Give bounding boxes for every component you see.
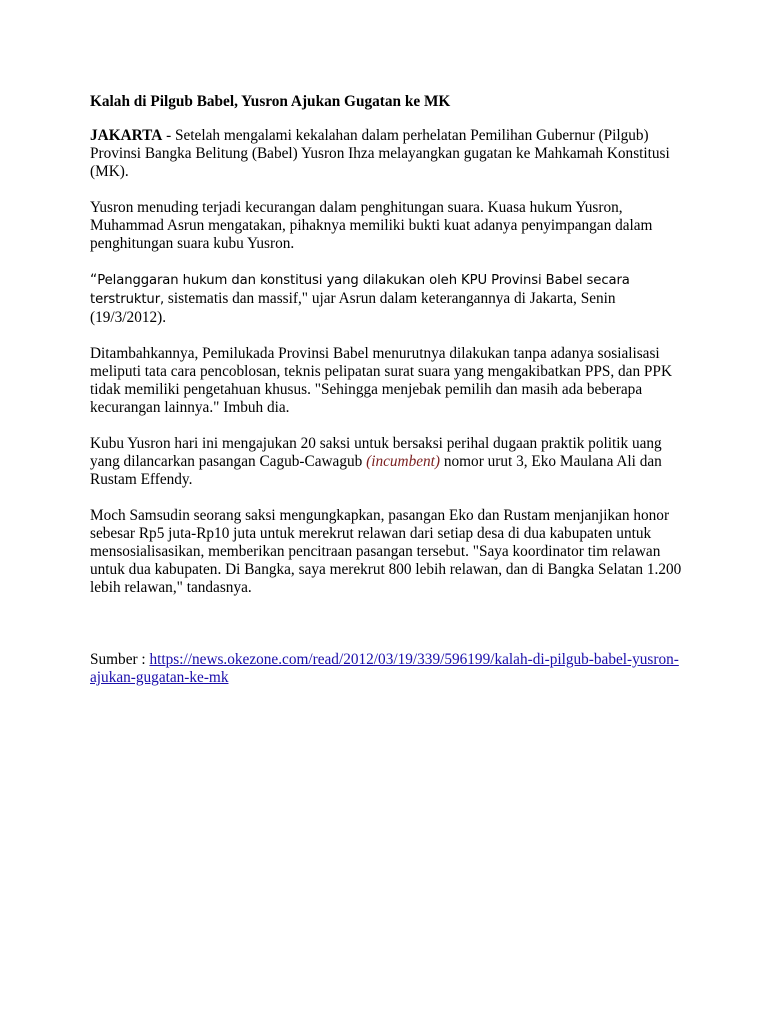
paragraph-intro-text: - Setelah mengalami kekalahan dalam perhelatan Pemilihan Gubernur (Pilgub) Provinsi Bangka Belitung (Babel) Yusron Ihza melayangkan gugatan ke Mahkamah Konstitusi (MK). xyxy=(90,127,670,180)
source-link[interactable]: https://news.okezone.com/read/2012/03/19/339/596199/kalah-di-pilgub-babel-yusron-ajukan-gugatan-ke-mk xyxy=(90,651,679,686)
paragraph-testimony: Moch Samsudin seorang saksi mengungkapkan, pasangan Eko dan Rustam menjanjikan honor sebesar Rp5 juta-Rp10 juta untuk merekrut relawan dari setiap desa di dua kabupaten untuk mensosialisasikan, memberikan pencitraan pasangan tersebut. "Saya koordinator tim relawan untuk dua kabupaten. Di Bangka, saya merekrut 800 lebih relawan, dan di Bangka Selatan 1.200 lebih relawan," tandasnya. xyxy=(90,507,682,596)
article-title: Kalah di Pilgub Babel, Yusron Ajukan Gugatan ke MK xyxy=(90,93,451,110)
incumbent-emphasis: (incumbent) xyxy=(366,453,441,470)
source-line xyxy=(90,651,682,687)
paragraph-witnesses xyxy=(90,435,682,489)
paragraph-witnesses-text-b: nomor urut 3, Eko Maulana Ali dan Rustam Effendy. xyxy=(90,453,662,488)
paragraph-witnesses-text-a: Kubu Yusron hari ini mengajukan 20 saksi untuk bersaksi perihal dugaan praktik politik uang yang dilancarkan pasangan Cagub-Cawagub xyxy=(90,435,662,470)
source-label: Sumber : xyxy=(90,651,150,668)
document-page xyxy=(90,93,682,705)
paragraph-accusation: Yusron menuding terjadi kecurangan dalam penghitungan suara. Kuasa hukum Yusron, Muhammad Asrun mengatakan, pihaknya memiliki bukti kuat adanya penyimpangan dalam penghitungan suara kubu Yusron. xyxy=(90,199,653,252)
paragraph-quote xyxy=(90,271,682,327)
dateline: JAKARTA xyxy=(90,127,163,144)
paragraph-intro xyxy=(90,127,682,181)
spacer xyxy=(90,615,682,651)
quote-attribution: sistematis dan massif," ujar Asrun dalam keterangannya di Jakarta, Senin (19/3/2012). xyxy=(90,290,616,326)
paragraph-socialization: Ditambahkannya, Pemilukada Provinsi Babel menurutnya dilakukan tanpa adanya sosialisasi meliputi tata cara pencoblosan, teknis pelipatan surat suara yang mengakibatkan PPS, dan PPK tidak memiliki pengetahuan khusus. "Sehingga menjebak pemilih dan masih ada beberapa kecurangan lainnya." Imbuh dia. xyxy=(90,345,672,416)
quote-text: Pelanggaran hukum dan konstitusi yang dilakukan oleh KPU Provinsi Babel secara terstruktur, xyxy=(90,273,630,307)
quote-mark: “ xyxy=(90,272,98,288)
